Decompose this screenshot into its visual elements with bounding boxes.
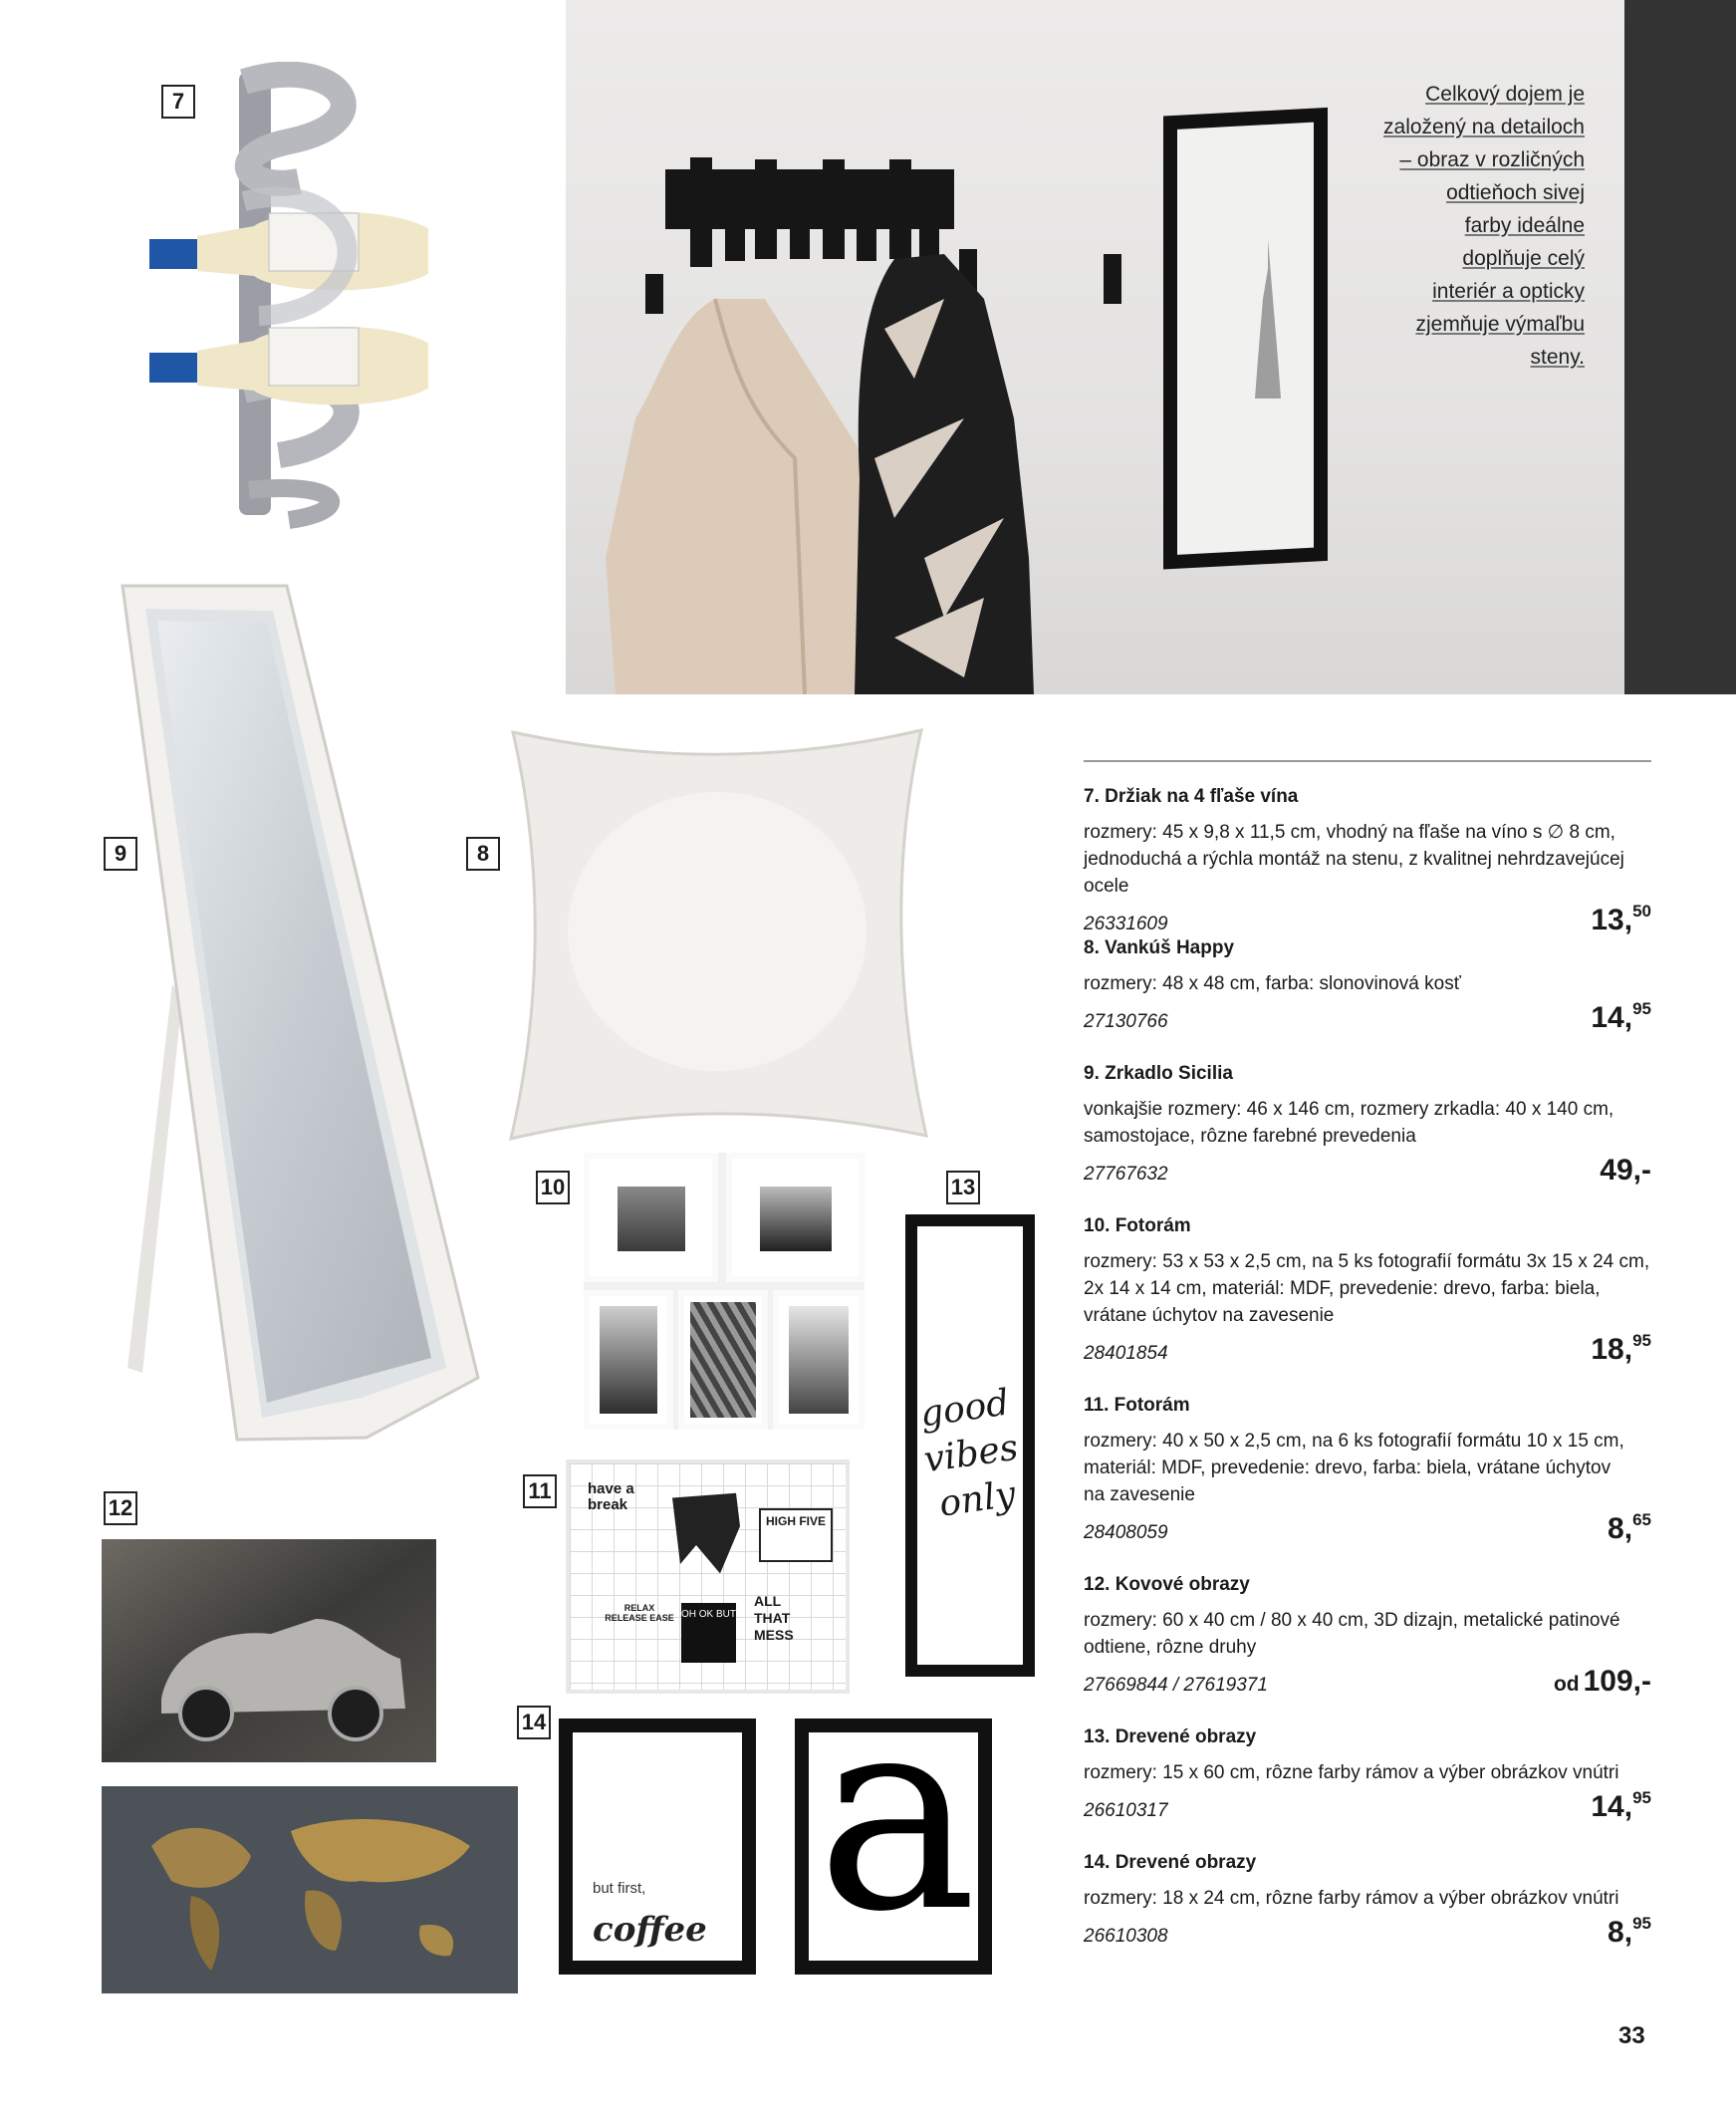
product-code: 26331609: [1084, 914, 1168, 934]
product-title: 14. Drevené obrazy: [1084, 1852, 1257, 1873]
all-that-mess-card: ALL THAT MESS: [754, 1593, 794, 1643]
have-a-break-card: have a break: [588, 1480, 634, 1513]
caption-line: steny.: [1530, 346, 1585, 369]
memo-board-image: [566, 1459, 850, 1694]
product-description: rozmery: 53 x 53 x 2,5 cm, na 5 ks fotografií formátu 3x 15 x 24 cm, 2x 14 x 14 cm, materiál: MDF, prevedenie: drevo, farba: biela, vrátane úchytov na zavesenie: [1084, 1251, 1650, 1326]
product-price: 13,50: [1591, 902, 1651, 936]
label-14: 14: [517, 1706, 551, 1739]
pillow-image: [503, 722, 931, 1151]
product-code: 28401854: [1084, 1343, 1168, 1364]
product-price: 18,95: [1591, 1331, 1651, 1366]
caption-line: interiér a opticky: [1432, 280, 1585, 303]
framed-skyline-picture: [1163, 108, 1328, 570]
product-7: [1084, 785, 1651, 937]
product-14: [1084, 1851, 1651, 1950]
high-five-card: HIGH FIVE: [759, 1508, 833, 1562]
label-10: 10: [536, 1171, 570, 1204]
product-code: 27669844 / 27619371: [1084, 1675, 1268, 1696]
product-8: [1084, 936, 1651, 1035]
world-map-card: [664, 1488, 744, 1583]
product-12: [1084, 1573, 1651, 1699]
ok-card: OH OK BUT: [681, 1603, 736, 1663]
product-13: [1084, 1725, 1651, 1824]
caption-line: založený na detailoch: [1383, 116, 1585, 138]
good-vibes-text: good vibes only: [917, 1382, 1021, 1525]
coffee-text: coffee: [593, 1910, 707, 1950]
label-12: 12: [104, 1491, 137, 1525]
caption-line: doplňuje celý: [1462, 247, 1585, 270]
product-code: 28408059: [1084, 1522, 1168, 1543]
product-price: od 109,-: [1553, 1665, 1651, 1698]
product-description: rozmery: 48 x 48 cm, farba: slonovinová kosť: [1084, 973, 1461, 994]
product-description: rozmery: 15 x 60 cm, rôzne farby rámov a výber obrázkov vnútri: [1084, 1762, 1619, 1783]
section-divider: [1084, 760, 1651, 762]
product-description: rozmery: 40 x 50 x 2,5 cm, na 6 ks fotografií formátu 10 x 15 cm, materiál: MDF, prevedenie: drevo, farba: biela, vrátane úchytov na zavesenie: [1084, 1431, 1624, 1505]
wine-holder-image: [139, 62, 428, 530]
wine-bottle: [149, 212, 428, 291]
product-price: 49,-: [1600, 1154, 1651, 1187]
product-title: 10. Fotorám: [1084, 1215, 1191, 1236]
product-10: [1084, 1214, 1651, 1367]
coffee-picture: [559, 1719, 756, 1975]
product-description: vonkajšie rozmery: 46 x 146 cm, rozmery zrkadla: 40 x 140 cm, samostojace, rôzne farebné prevedenia: [1084, 1099, 1614, 1147]
product-11: [1084, 1394, 1651, 1546]
product-title: 7. Držiak na 4 fľaše vína: [1084, 786, 1299, 807]
product-title: 8. Vankúš Happy: [1084, 937, 1235, 958]
caption-line: – obraz v rozličných: [1399, 148, 1585, 171]
beige-coat: [606, 299, 894, 694]
caption-line: odtieňoch sivej: [1446, 181, 1585, 204]
letter-a-text: a: [817, 1719, 977, 1971]
product-code: 27130766: [1084, 1011, 1168, 1032]
product-description: rozmery: 18 x 24 cm, rôzne farby rámov a výber obrázkov vnútri: [1084, 1888, 1619, 1909]
coffee-small-text: but first,: [593, 1880, 646, 1897]
label-8: 8: [466, 837, 500, 871]
product-9: [1084, 1062, 1651, 1188]
wine-bottle: [149, 327, 428, 405]
product-price: 14,95: [1591, 1788, 1651, 1823]
product-title: 9. Zrkadlo Sicilia: [1084, 1063, 1233, 1084]
photo-frame-collage-image: [584, 1153, 865, 1430]
product-price: 14,95: [1591, 999, 1651, 1034]
caption-line: farby ideálne: [1464, 214, 1585, 237]
hero-caption: [1356, 78, 1585, 374]
product-code: 26610308: [1084, 1926, 1168, 1947]
caption-line: Celkový dojem je: [1425, 83, 1585, 106]
good-vibes-picture: [905, 1214, 1035, 1677]
product-title: 13. Drevené obrazy: [1084, 1726, 1257, 1747]
product-title: 12. Kovové obrazy: [1084, 1574, 1250, 1595]
product-code: 27767632: [1084, 1164, 1168, 1185]
page-number: 33: [1618, 2022, 1645, 2049]
letter-a-picture: [795, 1719, 992, 1975]
product-description: rozmery: 60 x 40 cm / 80 x 40 cm, 3D dizajn, metalické patinové odtiene, rôzne druhy: [1084, 1610, 1620, 1658]
product-price: 8,95: [1608, 1914, 1651, 1949]
product-price: 8,65: [1608, 1510, 1651, 1545]
metal-world-map-picture: [102, 1786, 518, 1993]
caption-line: zjemňuje výmaľbu: [1415, 313, 1585, 336]
product-code: 26610317: [1084, 1800, 1168, 1821]
metal-car-picture: [102, 1539, 436, 1762]
relax-card: RELAX RELEASE EASE: [605, 1603, 674, 1623]
hero-photo: [566, 0, 1736, 694]
product-description: rozmery: 45 x 9,8 x 11,5 cm, vhodný na fľaše na víno s ∅ 8 cm, jednoduchá a rýchla montáž na stenu, z kvalitnej nehrdzavejúcej ocele: [1084, 822, 1624, 897]
label-7: 7: [161, 85, 195, 119]
label-9: 9: [104, 837, 137, 871]
label-13: 13: [946, 1171, 980, 1204]
product-title: 11. Fotorám: [1084, 1395, 1190, 1416]
label-11: 11: [523, 1474, 557, 1508]
standing-mirror-image: [118, 581, 486, 1443]
